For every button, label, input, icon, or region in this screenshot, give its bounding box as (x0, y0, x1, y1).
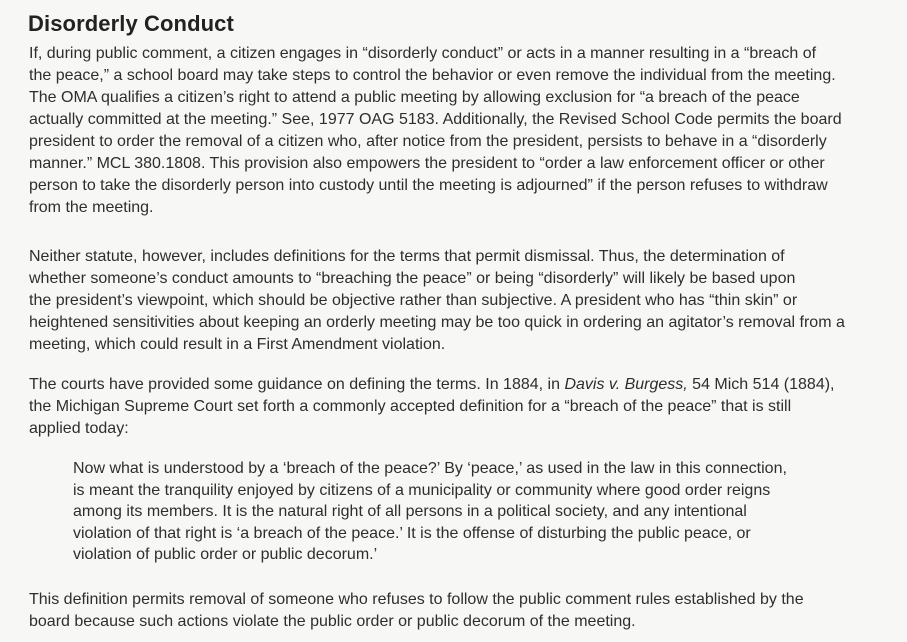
paragraph-definitions (29, 246, 845, 356)
paragraph-courts (29, 374, 834, 440)
text-line: applied today: (29, 420, 129, 437)
text-line: the peace,” a school board may take steps to control the behavior or even remove the individual from the meeting. (29, 67, 836, 84)
quote-line: among its members. It is the natural right of all persons in a political society, and any intentional (73, 503, 747, 521)
text-line: manner.” MCL 380.1808. This provision also empowers the president to “order a law enforcement officer or other (29, 155, 825, 172)
text-line: person to take the disorderly person into custody until the meeting is adjourned” if the person refuses to withdraw (29, 177, 828, 194)
text-segment: 54 Mich 514 (1884), (687, 376, 835, 393)
text-line: the president’s viewpoint, which should be objective rather than subjective. A president who has “thin skin” or (29, 292, 798, 309)
paragraph-intro (29, 43, 842, 219)
paragraph-conclusion (29, 589, 804, 633)
section-heading: Disorderly Conduct (28, 11, 234, 36)
text-line: whether someone’s conduct amounts to “breaching the peace” or being “disorderly” will likely be based upon (29, 270, 796, 287)
text-line: board because such actions violate the public order or public decorum of the meeting. (29, 613, 636, 630)
text-line (29, 374, 834, 396)
text-line: actually committed at the meeting.” See, 1977 OAG 5183. Additionally, the Revised School Code permits the board (29, 111, 842, 128)
text-line: the Michigan Supreme Court set forth a commonly accepted definition for a “breach of the peace” that is still (29, 398, 792, 415)
quote-line: violation of public order or public decorum.’ (73, 546, 378, 564)
text-line: from the meeting. (29, 199, 154, 216)
text-segment: The courts have provided some guidance on defining the terms. In 1884, in (29, 376, 565, 393)
case-citation: Davis v. Burgess, (564, 376, 688, 393)
text-line: If, during public comment, a citizen engages in “disorderly conduct” or acts in a manner resulting in a “breach of (29, 45, 817, 62)
text-line: meeting, which could result in a First Amendment violation. (29, 336, 446, 353)
text-line: president to order the removal of a citizen who, after notice from the president, persists to behave in a “disorderly (29, 133, 827, 150)
quote-line: violation of that right is ‘a breach of the peace.’ It is the offense of disturbing the public peace, or (73, 524, 751, 542)
quote-line: Now what is understood by a ‘breach of the peace?’ By ‘peace,’ as used in the law in this connection, (73, 460, 787, 477)
quote-line: is meant the tranquility enjoyed by citizens of a municipality or community where good order reigns (73, 481, 771, 499)
block-quote (73, 458, 787, 566)
text-line: This definition permits removal of someone who refuses to follow the public comment rules established by the (29, 591, 804, 608)
text-line: heightened sensitivities about keeping an orderly meeting may be too quick in ordering an agitator’s removal from a (29, 314, 845, 331)
text-line: Neither statute, however, includes definitions for the terms that permit dismissal. Thus, the determination of (29, 248, 785, 265)
text-line: The OMA qualifies a citizen’s right to attend a public meeting by allowing exclusion for “a breach of the peace (29, 89, 800, 106)
